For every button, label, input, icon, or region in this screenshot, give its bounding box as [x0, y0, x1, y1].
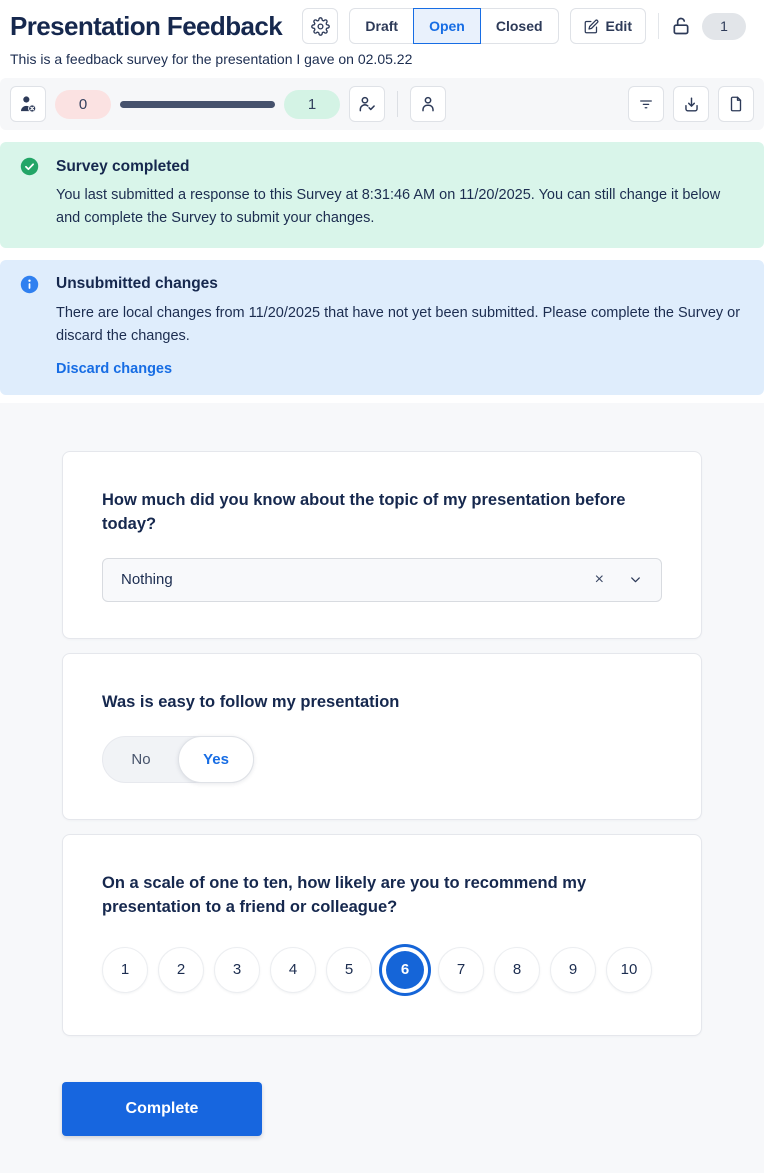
scale-option-3[interactable]: 3: [214, 947, 260, 993]
question-label: Was is easy to follow my presentation: [102, 692, 400, 711]
select-clear-icon[interactable]: ×: [594, 570, 604, 588]
header-controls: [302, 8, 746, 44]
check-circle-icon: [20, 157, 39, 176]
scale-option-5[interactable]: 5: [326, 947, 372, 993]
page-title: Presentation Feedback: [10, 10, 283, 41]
person-check-icon: [357, 94, 377, 114]
scale-option-2[interactable]: 2: [158, 947, 204, 993]
toolbar-divider: [397, 91, 398, 117]
success-banner-title: Survey completed: [56, 157, 190, 175]
response-count-badge: 1: [702, 13, 746, 40]
question-label: How much did you know about the topic of my presentation before today?: [102, 490, 626, 533]
survey-completed-banner: [0, 142, 764, 248]
scale-options: [102, 941, 662, 999]
not-completed-respondents-button[interactable]: [10, 86, 46, 122]
success-banner-body: You last submitted a response to this Survey at 8:31:46 AM on 11/20/2025. You can still change it below and complete the Survey to submit your changes.: [56, 187, 721, 227]
banner-head: [20, 157, 744, 176]
header-divider: [658, 13, 659, 39]
scale-option-6[interactable]: 6: [386, 951, 424, 989]
download-icon: [682, 95, 701, 114]
scale-option-8[interactable]: 8: [494, 947, 540, 993]
survey-description: This is a feedback survey for the presentation I gave on 02.05.22: [10, 51, 413, 67]
respondent-button[interactable]: [410, 86, 446, 122]
completed-respondents-button[interactable]: [349, 86, 385, 122]
person-icon: [418, 94, 438, 114]
boolean-toggle: [102, 736, 254, 783]
discard-changes-link[interactable]: Discard changes: [56, 360, 173, 377]
status-tab-closed[interactable]: Closed: [480, 8, 559, 44]
scale-option-9[interactable]: 9: [550, 947, 596, 993]
edit-button[interactable]: [570, 8, 646, 44]
scale-option-4[interactable]: 4: [270, 947, 316, 993]
toggle-option-no[interactable]: No: [103, 736, 179, 783]
complete-button[interactable]: Complete: [62, 1082, 262, 1136]
not-completed-count: 0: [55, 90, 111, 119]
toolbar: [0, 78, 764, 130]
toolbar-left-group: [10, 86, 446, 122]
header: [0, 0, 764, 44]
question-card-topic-knowledge: [62, 451, 702, 639]
gear-icon: [311, 17, 330, 36]
info-banner-title: Unsubmitted changes: [56, 275, 218, 293]
filter-button[interactable]: [628, 86, 664, 122]
unsubmitted-changes-banner: [0, 260, 764, 395]
status-toggle: [349, 8, 558, 44]
export-file-button[interactable]: [718, 86, 754, 122]
unlock-icon[interactable]: [671, 16, 691, 36]
toolbar-right-group: [628, 86, 754, 122]
select-value: Nothing: [121, 571, 173, 589]
person-remove-icon: [18, 94, 38, 114]
info-circle-icon: [20, 275, 39, 294]
info-banner-body: There are local changes from 11/20/2025 that have not yet been submitted. Please complete the Survey or discard the changes.: [56, 304, 741, 345]
completion-progress-bar: [120, 101, 275, 108]
topic-knowledge-select[interactable]: [102, 558, 662, 602]
edit-pencil-icon: [584, 19, 599, 34]
edit-button-label: Edit: [605, 18, 632, 34]
banner-head: [20, 275, 744, 294]
filter-icon: [637, 95, 655, 113]
scale-option-10[interactable]: 10: [606, 947, 652, 993]
status-tab-draft[interactable]: Draft: [349, 8, 414, 44]
file-icon: [727, 95, 745, 113]
status-tab-open[interactable]: Open: [413, 8, 481, 44]
download-button[interactable]: [673, 86, 709, 122]
question-card-recommend-scale: [62, 834, 702, 1036]
survey-form: [0, 403, 764, 1173]
chevron-down-icon[interactable]: [628, 572, 643, 587]
scale-option-7[interactable]: 7: [438, 947, 484, 993]
toggle-option-yes[interactable]: Yes: [178, 736, 254, 783]
completed-count: 1: [284, 90, 340, 119]
scale-option-1[interactable]: 1: [102, 947, 148, 993]
settings-button[interactable]: [302, 8, 338, 44]
question-label: On a scale of one to ten, how likely are you to recommend my presentation to a friend or colleague?: [102, 873, 587, 916]
question-card-easy-to-follow: [62, 653, 702, 820]
